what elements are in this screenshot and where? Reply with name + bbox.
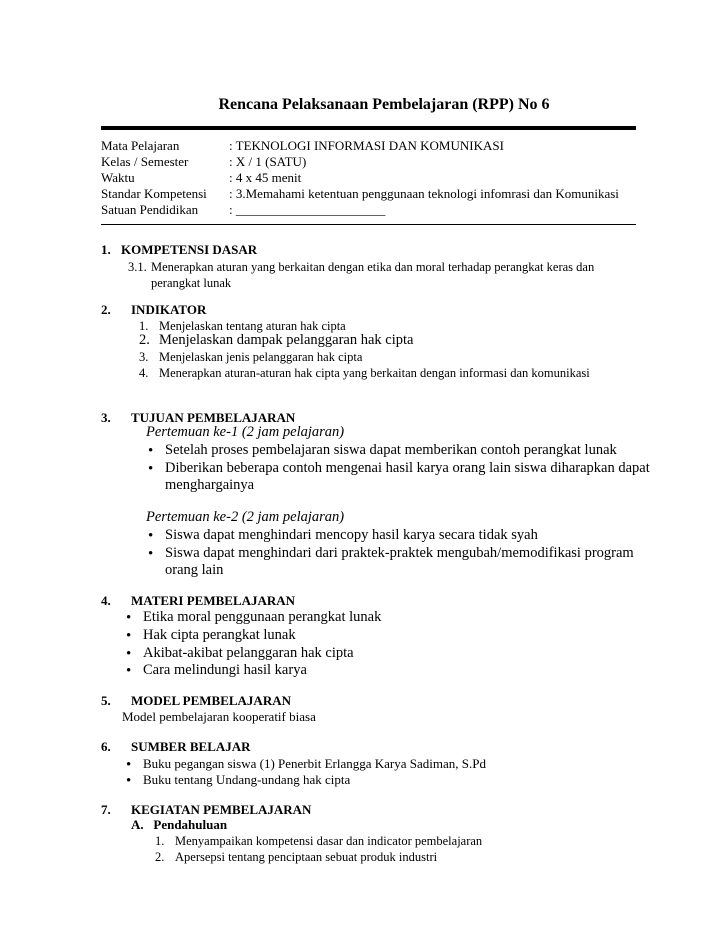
objective-item: • Diberikan beberapa contoh mengenai hasil karya orang lain siswa diharapkan dapat bbox=[165, 460, 650, 477]
competency-sub-number: 3.1. bbox=[128, 260, 147, 274]
section-1-number: 1. bbox=[101, 242, 111, 257]
page-title: Rencana Pelaksanaan Pembelajaran (RPP) No 6 bbox=[218, 96, 550, 113]
activity-item: Apersepsi tentang penciptaan sebuat produk industri bbox=[175, 850, 438, 864]
source-item: • Buku tentang Undang-undang hak cipta bbox=[143, 772, 350, 788]
section-6-title: SUMBER BELAJAR bbox=[131, 739, 251, 754]
objective-item: • Siswa dapat menghindari mencopy hasil karya secara tidak syah bbox=[165, 527, 538, 544]
indicator-item: Menjelaskan jenis pelanggaran hak cipta bbox=[159, 350, 363, 364]
meta-label-school: Satuan Pendidikan bbox=[101, 202, 199, 217]
material-item: • Hak cipta perangkat lunak bbox=[143, 627, 296, 644]
material-item: • Cara melindungi hasil karya bbox=[143, 662, 307, 679]
indicator-item: Menjelaskan tentang aturan hak cipta bbox=[159, 319, 346, 333]
competency-text-line-2: perangkat lunak bbox=[151, 276, 232, 290]
meta-value-time: : 4 x 45 menit bbox=[229, 170, 302, 185]
section-7-number: 7. bbox=[101, 802, 111, 817]
objective-item: • Setelah proses pembelajaran siswa dapat memberikan contoh perangkat lunak bbox=[165, 442, 617, 459]
section-3-number: 3. bbox=[101, 410, 111, 425]
activity-subsection-heading: A. Pendahuluan bbox=[131, 817, 228, 832]
meta-rule bbox=[101, 224, 636, 225]
competency-text-line-1: Menerapkan aturan yang berkaitan dengan etika dan moral terhadap perangkat keras dan bbox=[151, 260, 595, 274]
activity-number: 2. bbox=[155, 850, 165, 864]
indicator-number: 4. bbox=[139, 366, 149, 380]
meta-value-competency: : 3.Memahami ketentuan penggunaan teknologi infomrasi dan Komunikasi bbox=[229, 186, 619, 201]
section-7-title: KEGIATAN PEMBELAJARAN bbox=[131, 802, 312, 817]
section-2-number: 2. bbox=[101, 302, 111, 317]
objective-item-continued: orang lain bbox=[165, 562, 224, 578]
meta-value-subject: : TEKNOLOGI INFORMASI DAN KOMUNIKASI bbox=[229, 138, 504, 153]
objective-item: • Siswa dapat menghindari dari praktek-praktek mengubah/memodifikasi program bbox=[165, 545, 634, 562]
meta-value-school: : _______________________ bbox=[229, 202, 386, 217]
material-item: • Akibat-akibat pelanggaran hak cipta bbox=[143, 645, 354, 662]
section-6-number: 6. bbox=[101, 739, 111, 754]
meeting-1-heading: Pertemuan ke-1 (2 jam pelajaran) bbox=[146, 424, 345, 440]
activity-item: Menyampaikan kompetensi dasar dan indicator pembelajaran bbox=[175, 834, 483, 848]
indicator-item: Menerapkan aturan-aturan hak cipta yang berkaitan dengan informasi dan komunikasi bbox=[159, 366, 590, 380]
indicator-item: Menjelaskan dampak pelanggaran hak cipta bbox=[159, 332, 414, 348]
meta-label-competency: Standar Kompetensi bbox=[101, 186, 207, 201]
indicator-number: 3. bbox=[139, 350, 149, 364]
section-4-number: 4. bbox=[101, 593, 111, 608]
meeting-2-heading: Pertemuan ke-2 (2 jam pelajaran) bbox=[146, 509, 345, 525]
section-5-title: MODEL PEMBELAJARAN bbox=[131, 693, 291, 708]
section-3-title: TUJUAN PEMBELAJARAN bbox=[131, 410, 296, 425]
meta-label-subject: Mata Pelajaran bbox=[101, 138, 180, 153]
material-item: • Etika moral penggunaan perangkat lunak bbox=[143, 609, 381, 626]
section-4-title: MATERI PEMBELAJARAN bbox=[131, 593, 296, 608]
section-5-number: 5. bbox=[101, 693, 111, 708]
source-item: • Buku pegangan siswa (1) Penerbit Erlangga Karya Sadiman, S.Pd bbox=[143, 756, 486, 772]
section-2-title: INDIKATOR bbox=[131, 302, 207, 317]
meta-label-class: Kelas / Semester bbox=[101, 154, 189, 169]
activity-number: 1. bbox=[155, 834, 165, 848]
meta-value-class: : X / 1 (SATU) bbox=[229, 154, 307, 169]
objective-item-continued: menghargainya bbox=[165, 477, 255, 493]
model-text: Model pembelajaran kooperatif biasa bbox=[122, 709, 316, 724]
indicator-number: 1. bbox=[139, 319, 149, 333]
meta-label-time: Waktu bbox=[101, 170, 135, 185]
title-rule bbox=[101, 126, 636, 130]
section-1-title: KOMPETENSI DASAR bbox=[121, 242, 258, 257]
indicator-number: 2. bbox=[139, 332, 150, 348]
